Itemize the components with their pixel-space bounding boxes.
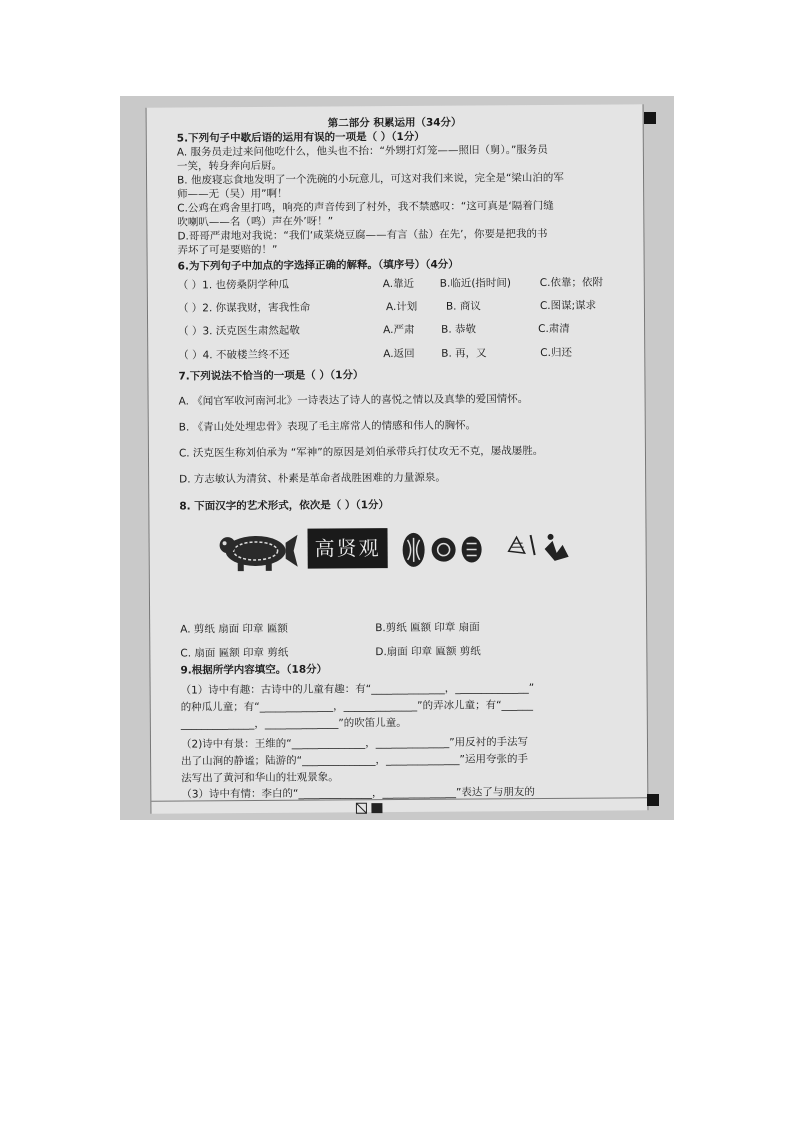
section-title: 第二部分 积累运用（34分） <box>327 116 462 130</box>
alignment-mark-icon <box>647 794 659 806</box>
q8-stem: 8. 下面汉字的艺术形式，依次是（ ）（1分） <box>179 499 390 513</box>
q5-line: D.哥哥严肃地对我说：“我们‘咸菜烧豆腐——有言（盐）在先’，你要是把我的书 <box>177 227 548 243</box>
q5-stem: 5.下列句子中歇后语的运用有误的一项是（ ）（1分） <box>176 130 425 145</box>
exam-sheet <box>146 104 649 813</box>
q9-line: 的种瓜儿童；有“______________，______________”的弄冰儿童；有“______ <box>180 699 534 714</box>
q8-options-row <box>180 619 610 642</box>
q9-line: 出了山涧的静谧；陆游的“______________，______________”运用夸张的手 <box>181 753 529 768</box>
q6-option-a: A.计划 <box>385 300 418 314</box>
photo-of-exam-page <box>120 96 674 820</box>
q9-line: ______________，______________”的吹笛儿童。 <box>180 716 407 731</box>
q7-option: B. 《青山处处埋忠骨》表现了毛主席常人的情感和伟人的胸怀。 <box>178 419 477 434</box>
q6-option-c: C.归还 <box>540 346 572 359</box>
alignment-mark-icon <box>644 112 656 124</box>
q6-option-c: C.图谋;谋求 <box>539 299 597 312</box>
seal-stamp-icon <box>399 527 489 572</box>
q9-line: （3）诗中有情：李白的“______________，______________”表达了与朋友的 <box>181 786 535 801</box>
q7-option: D. 方志敏认为清贫、朴素是革命者战胜困难的力量源泉。 <box>179 471 446 486</box>
q8-option: D.扇面 印章 匾额 剪纸 <box>375 645 481 659</box>
q6-option-c: C.肃清 <box>538 322 570 336</box>
q6-option-b: B.临近(指时间) <box>439 277 512 290</box>
q6-item-text: （ ）2. 你谋我财，害我性命 <box>177 301 311 315</box>
paper-cut-icon <box>209 529 299 574</box>
q8-option: A. 剪纸 扇面 印章 匾额 <box>180 622 288 636</box>
q5-line: C.公鸡在鸡舍里打鸣，响亮的声音传到了村外，我不禁感叹：“这可真是‘隔着门缝 <box>177 199 554 215</box>
q6-item-text: （ ）3. 沃克医生肃然起敬 <box>178 324 300 338</box>
q5-line: A. 服务员走过来问他吃什么，他头也不抬：“外甥打灯笼——照旧（舅）。”服务员 <box>176 143 548 159</box>
q6-item-text: （ ）1. 也傍桑阴学种瓜 <box>177 278 290 292</box>
q6-item-text: （ ）4. 不破楼兰终不还 <box>178 348 290 362</box>
q5-line: 吹喇叭——名（鸣）声在外’呀！” <box>177 215 334 229</box>
q6-option-b: B. 商议 <box>445 300 481 313</box>
q6-option-a: A.严肃 <box>383 323 415 337</box>
q6-option-c: C.依靠；依附 <box>539 276 603 289</box>
q6-item <box>178 298 608 321</box>
page-footer-mark-icon <box>355 802 385 814</box>
q9-line: （2)诗中有景：王维的“______________，______________”用反衬的手法写 <box>180 736 529 751</box>
calligraphy-art-samples <box>209 526 629 579</box>
q9-line: 法写出了黄河和华山的壮观景象。 <box>181 771 339 785</box>
q5-line: 师——无（吴）用”啊！ <box>177 187 288 201</box>
q6-option-b: B. 恭敬 <box>441 323 477 336</box>
q6-item <box>178 345 608 368</box>
q6-item <box>178 275 608 298</box>
q5-line: B. 他废寝忘食地发明了一个洗碗的小玩意儿，可这对我们来说，完全是“梁山泊的军 <box>177 171 564 187</box>
q7-option: C. 沃克医生称刘伯承为 “军神”的原因是刘伯承带兵打仗攻无不克，屡战屡胜。 <box>178 444 544 460</box>
q7-stem: 7.下列说法不恰当的一项是（ ）（1分） <box>178 369 364 383</box>
q8-option: C. 扇面 匾额 印章 剪纸 <box>180 646 289 660</box>
q8-option: B.剪纸 匾额 印章 扇面 <box>375 621 480 635</box>
q7-option: A. 《闻官军收河南河北》一诗表达了诗人的喜悦之情以及真挚的爱国情怀。 <box>178 393 529 408</box>
q5-line: 一笑，转身奔向后厨。 <box>176 159 282 173</box>
q6-option-a: A.靠近 <box>382 277 415 291</box>
q6-option-a: A.返回 <box>383 347 415 361</box>
q6-item <box>178 321 608 344</box>
q9-stem: 9.根据所学内容填空。（18分） <box>180 663 328 677</box>
q9-line: （1）诗中有趣：古诗中的儿童有趣：有“______________，______________” <box>180 682 535 697</box>
q5-line: 弄坏了可是要赔的！” <box>177 243 278 257</box>
q6-option-b: B. 再，又 <box>441 347 487 360</box>
plaque-icon: 高贤观 <box>307 528 387 569</box>
fan-calligraphy-icon <box>504 527 574 571</box>
q6-stem: 6.为下列句子中加点的字选择正确的解释。（填序号）（4分） <box>177 258 459 273</box>
